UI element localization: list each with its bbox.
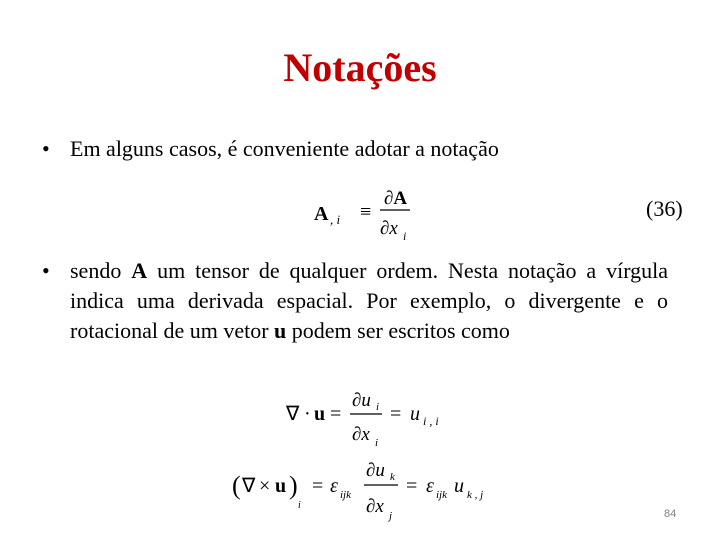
svg-text:·: ·	[304, 403, 311, 425]
bullet-text-2	[70, 256, 668, 346]
svg-text:≡: ≡	[360, 201, 372, 223]
bold-symbol-A: A	[131, 258, 148, 283]
svg-text:j: j	[389, 510, 393, 522]
svg-text:∂x: ∂x	[352, 424, 370, 445]
page-title: Notações	[283, 45, 437, 90]
svg-text:×: ×	[259, 475, 271, 497]
svg-text:u: u	[314, 403, 326, 425]
equation-36	[300, 178, 420, 248]
svg-text:=: =	[312, 475, 324, 497]
svg-text:∇: ∇	[242, 475, 256, 497]
bullet-marker-1: •	[42, 136, 50, 161]
page-number: 84	[664, 508, 677, 520]
equation-number: (36)	[646, 196, 683, 221]
svg-text:i: i	[298, 500, 301, 511]
bullet-marker-2: •	[42, 258, 50, 283]
svg-text:u: u	[454, 475, 464, 497]
svg-text:∂A: ∂A	[384, 188, 408, 209]
svg-text:, i: , i	[330, 212, 341, 227]
svg-text:(: (	[232, 471, 241, 500]
svg-text:i: i	[376, 401, 380, 413]
bullet-text-1: Em alguns casos, é conveniente adotar a notação	[70, 136, 499, 161]
svg-text:i: i	[403, 229, 407, 243]
text-segment: um tensor de qualquer ordem. Nesta notação a vírgula indica uma derivada espacial. Por exemplo, o divergente e o rotacional de um vetor	[70, 258, 669, 343]
bold-symbol-u: u	[274, 318, 287, 343]
svg-text:i , i: i , i	[423, 414, 439, 428]
svg-text:ijk: ijk	[436, 489, 447, 501]
svg-text:): )	[289, 471, 298, 500]
text-segment: podem ser escritos como	[286, 318, 510, 343]
svg-text:u: u	[275, 475, 287, 497]
equation-divergence	[284, 382, 464, 452]
svg-text:∇: ∇	[286, 403, 300, 425]
svg-text:∂x: ∂x	[366, 496, 384, 517]
svg-text:=: =	[390, 403, 402, 425]
equation-curl	[232, 452, 502, 524]
svg-text:i: i	[375, 437, 379, 449]
text-segment: sendo	[70, 258, 132, 283]
svg-text:∂x: ∂x	[380, 218, 398, 239]
svg-text:∂u: ∂u	[366, 460, 385, 481]
svg-text:=: =	[406, 475, 418, 497]
svg-text:A: A	[314, 203, 329, 225]
svg-text:ε: ε	[330, 475, 338, 497]
svg-text:k: k	[390, 471, 395, 483]
svg-text:k , j: k , j	[467, 489, 484, 501]
svg-text:=: =	[330, 403, 342, 425]
svg-text:ε: ε	[426, 475, 434, 497]
svg-text:ijk: ijk	[340, 489, 351, 501]
svg-text:∂u: ∂u	[352, 390, 371, 411]
svg-text:u: u	[410, 403, 420, 425]
